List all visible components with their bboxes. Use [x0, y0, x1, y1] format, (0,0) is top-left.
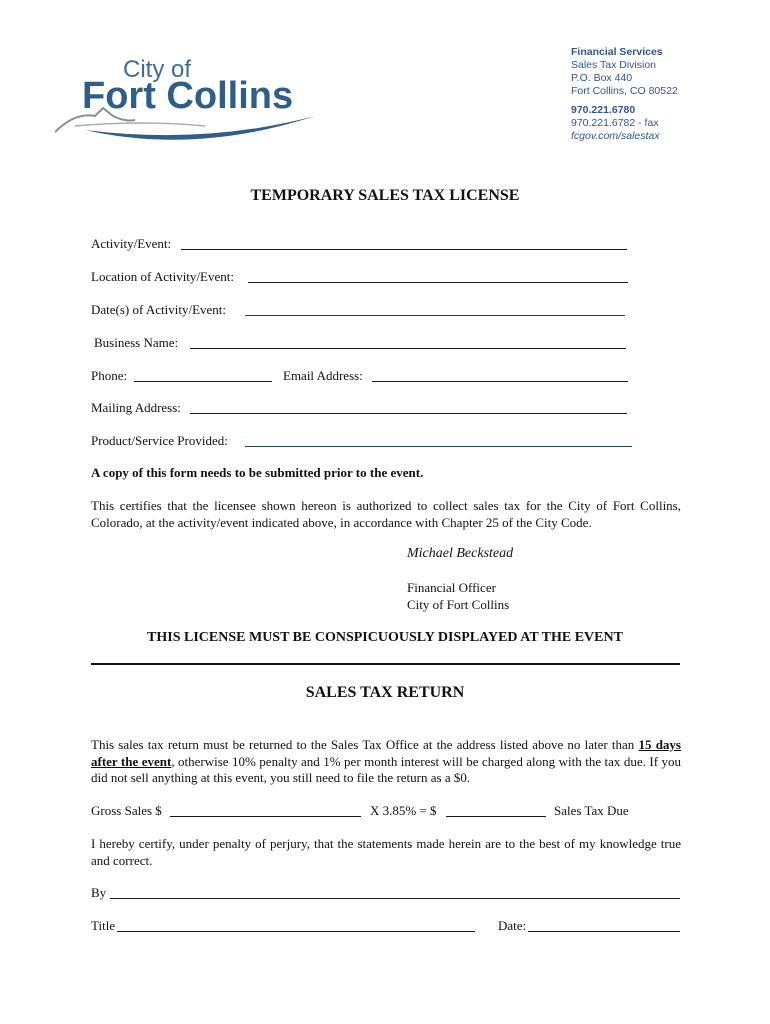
display-notice: THIS LICENSE MUST BE CONSPICUOUSLY DISPLAYED AT THE EVENT — [147, 630, 623, 645]
business-label: Business Name: — [94, 335, 179, 350]
contact-web: fcgov.com/salestax — [571, 130, 660, 142]
tax-due-input[interactable] — [446, 816, 546, 817]
dates-label: Date(s) of Activity/Event: — [91, 302, 227, 317]
location-label: Location of Activity/Event: — [91, 269, 234, 284]
contact-block — [571, 46, 678, 143]
officer-title: Financial Officer — [407, 580, 496, 595]
section-divider — [91, 663, 680, 665]
certify-paragraph: This certifies that the licensee shown hereon is authorized to collect sales tax for the City of Fort Collins, Colorado, at the activity/event indicated above, in accordance with Chapter 25 of the City Code. — [91, 498, 681, 530]
date-input[interactable] — [528, 931, 680, 932]
product-label: Product/Service Provided: — [91, 433, 228, 448]
city-logo — [55, 50, 325, 142]
business-input[interactable] — [190, 348, 626, 349]
phone-input[interactable] — [134, 381, 272, 382]
license-title: TEMPORARY SALES TAX LICENSE — [250, 187, 520, 204]
logo-city-of: City of — [123, 56, 192, 83]
by-label: By — [91, 885, 107, 900]
return-deadline: 15 days after the event — [91, 737, 681, 769]
contact-division: Sales Tax Division — [571, 59, 657, 71]
mailing-input[interactable] — [190, 413, 627, 414]
title-input[interactable] — [117, 931, 475, 932]
contact-phone: 970.221.6780 — [571, 104, 636, 116]
by-input[interactable] — [110, 898, 680, 899]
officer-org: City of Fort Collins — [407, 597, 510, 612]
mailing-label: Mailing Address: — [91, 400, 181, 415]
date-label: Date: — [498, 918, 527, 933]
gross-sales-label: Gross Sales $ — [91, 803, 162, 818]
return-intro — [91, 737, 681, 787]
rate-label: X 3.85% = $ — [370, 803, 437, 818]
swoosh-gray-icon — [75, 123, 205, 126]
dates-input[interactable] — [245, 315, 625, 316]
signature: Michael Beckstead — [407, 546, 514, 561]
return-title: SALES TAX RETURN — [305, 684, 465, 701]
location-input[interactable] — [248, 282, 628, 283]
perjury-statement: I hereby certify, under penalty of perjury, that the statements made herein are to the best of my knowledge true and correct. — [91, 836, 681, 868]
activity-label: Activity/Event: — [91, 236, 172, 251]
email-input[interactable] — [372, 381, 628, 382]
title-label: Title — [91, 918, 116, 933]
return-intro-c: , otherwise 10% penalty and 1% per month interest will be charged along with the tax due. If you did not sell anything at this event, you still need to file the return as a $0. — [91, 753, 681, 785]
contact-city: Fort Collins, CO 80522 — [571, 85, 678, 97]
contact-po-box: P.O. Box 440 — [571, 72, 633, 84]
product-input[interactable] — [245, 446, 632, 447]
tax-due-label: Sales Tax Due — [554, 803, 629, 818]
contact-fax: 970.221.6782 - fax — [571, 117, 659, 129]
email-label: Email Address: — [283, 368, 363, 383]
return-intro-a: This sales tax return must be returned to the Sales Tax Office at the address listed above no later than — [91, 737, 639, 752]
submit-notice: A copy of this form needs to be submitted prior to the event. — [91, 465, 424, 480]
gross-sales-input[interactable] — [170, 816, 361, 817]
activity-input[interactable] — [181, 249, 627, 250]
logo-fort-collins: Fort Collins — [82, 75, 294, 117]
contact-dept: Financial Services — [571, 46, 663, 58]
phone-label: Phone: — [91, 368, 128, 383]
